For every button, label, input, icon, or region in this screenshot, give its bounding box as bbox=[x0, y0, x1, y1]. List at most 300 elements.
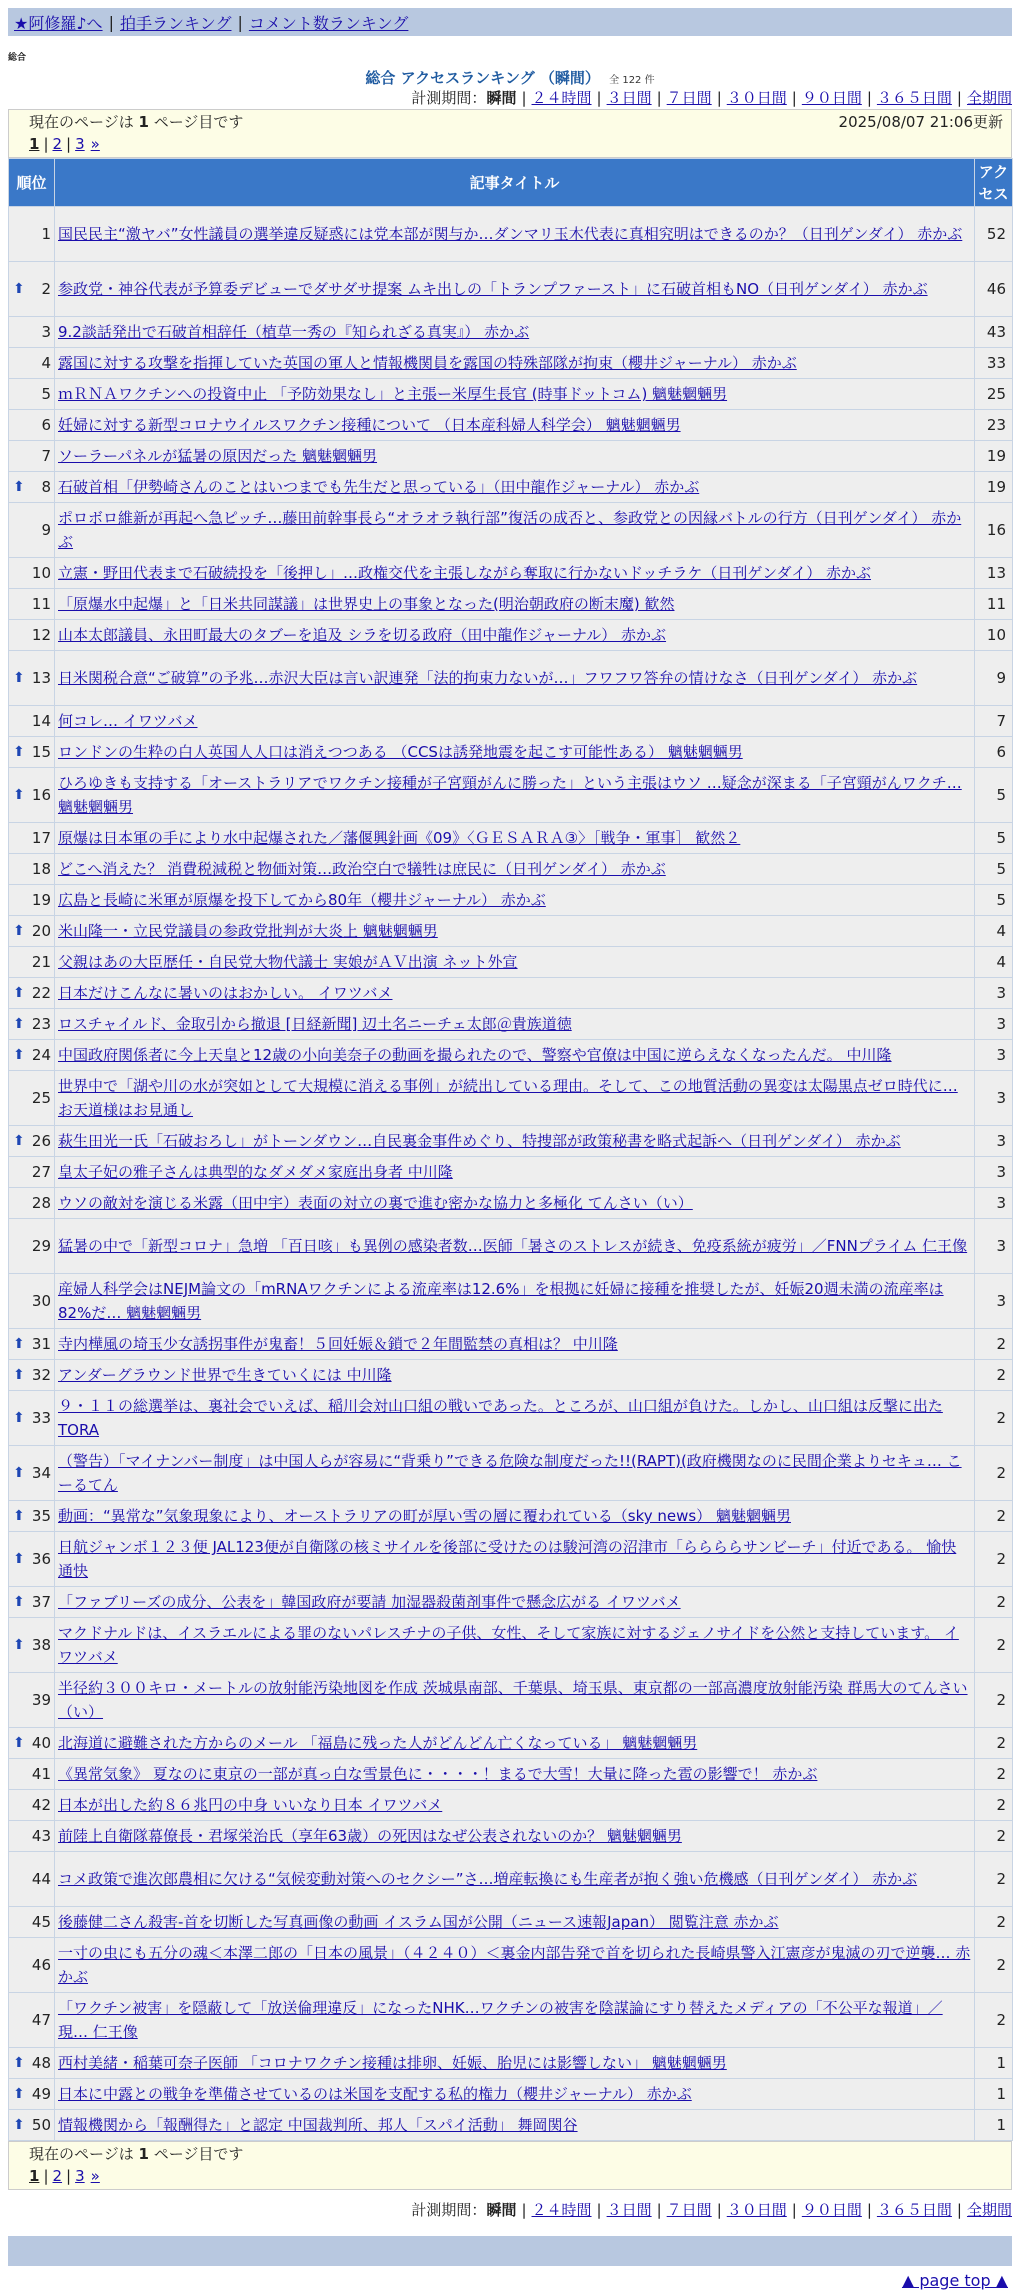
up-arrow-icon: ⬆ bbox=[13, 1508, 25, 1524]
article-link[interactable]: 「ファブリーズの成分、公表を」韓国政府が要請 加湿器殺菌剤事件で懸念広がる イワツバメ bbox=[58, 1593, 681, 1611]
table-row bbox=[9, 916, 1013, 947]
article-link[interactable]: 萩生田光一氏「石破おろし」がトーンダウン…自民裏金事件めぐり、特捜部が政策秘書を略式起訴へ（日刊ゲンダイ） 赤かぶ bbox=[58, 1132, 901, 1150]
up-arrow-icon: ⬆ bbox=[13, 2117, 25, 2133]
article-link[interactable]: 9.2談話発出で石破首相辞任（植草一秀の『知られざる真実』） 赤かぶ bbox=[58, 323, 530, 341]
access-count: 3 bbox=[975, 1157, 1013, 1188]
page-link[interactable]: 2 bbox=[52, 2167, 63, 2185]
period-link[interactable]: ３日間 bbox=[606, 2201, 652, 2219]
table-row bbox=[9, 1188, 1013, 1219]
article-link[interactable]: ひろゆきも支持する「オーストラリアでワクチン接種が子宮頸がんに勝った」という主張はウソ …疑念が深まる「子宮頸がんワクチ… 魑魅魍魎男 bbox=[58, 774, 962, 816]
table-row bbox=[9, 2079, 1013, 2110]
up-arrow-icon: ⬆ bbox=[13, 1410, 25, 1426]
rank-number: 32 bbox=[31, 1366, 51, 1384]
article-link[interactable]: 半径約３００キロ・メートルの放射能汚染地図を作成 茨城県南部、千葉県、埼玉県、東京都の一部高濃度放射能汚染 群馬大のてんさい（い） bbox=[58, 1679, 968, 1721]
access-count: 11 bbox=[975, 589, 1013, 620]
article-link[interactable]: 寺内樺風の埼玉少女誘拐事件が鬼畜！５回妊娠＆鎖で２年間監禁の真相は？ 中川隆 bbox=[58, 1335, 618, 1353]
rank-number: 30 bbox=[31, 1292, 51, 1310]
article-link[interactable]: 西村美緒・稲葉可奈子医師 「コロナワクチン接種は排卵、妊娠、胎児には影響しない」 魑魅魍魎男 bbox=[58, 2054, 727, 2072]
up-arrow-icon: ⬆ bbox=[13, 670, 25, 686]
rank-cell bbox=[9, 885, 55, 916]
article-link[interactable]: 後藤健二さん殺害-首を切断した写真画像の動画 イスラム国が公開（ニュース速報Japan） 閲覧注意 赤かぶ bbox=[58, 1913, 779, 1931]
up-arrow-icon: ⬆ bbox=[13, 1047, 25, 1063]
title-cell bbox=[55, 472, 975, 503]
title-cell bbox=[55, 620, 975, 651]
title-cell bbox=[55, 1329, 975, 1360]
article-link[interactable]: 中国政府関係者に今上天皇と12歳の小向美奈子の動画を撮られたので、警察や官僚は中国に逆らえなくなったんだ。 中川隆 bbox=[58, 1046, 892, 1064]
article-link[interactable]: 北海道に避難された方からのメール 「福島に残った人がどんどん亡くなっている」 魑魅魍魎男 bbox=[58, 1734, 698, 1752]
table-row bbox=[9, 1446, 1013, 1501]
article-link[interactable]: 猛暑の中で「新型コロナ」急増 「百日咳」も異例の感染者数…医師「暑さのストレスが続き、免疫系統が疲労」／FNNプライム 仁王像 bbox=[58, 1237, 968, 1255]
page-link-current[interactable]: 1 bbox=[29, 2167, 40, 2185]
rank-number: 43 bbox=[31, 1827, 51, 1845]
access-count: 19 bbox=[975, 472, 1013, 503]
period-link[interactable]: ３０日間 bbox=[726, 2201, 787, 2219]
up-arrow-icon: ⬆ bbox=[13, 1637, 25, 1653]
period-link[interactable]: ３６５日間 bbox=[876, 89, 952, 107]
access-count: 43 bbox=[975, 317, 1013, 348]
table-row bbox=[9, 262, 1013, 317]
table-row bbox=[9, 1009, 1013, 1040]
period-link[interactable]: ３６５日間 bbox=[876, 2201, 952, 2219]
rank-cell bbox=[9, 379, 55, 410]
period-link[interactable]: ９０日間 bbox=[801, 2201, 862, 2219]
title-cell bbox=[55, 1157, 975, 1188]
access-count: 2 bbox=[975, 1821, 1013, 1852]
title-header: 記事タイトル bbox=[55, 159, 975, 207]
table-row bbox=[9, 1040, 1013, 1071]
article-link[interactable]: 妊婦に対する新型コロナウイルスワクチン接種について （日本産科婦人科学会） 魑魅魍魎男 bbox=[58, 416, 681, 434]
rank-cell bbox=[9, 1852, 55, 1907]
table-row bbox=[9, 589, 1013, 620]
rank-number: 11 bbox=[31, 595, 51, 613]
access-count: 10 bbox=[975, 620, 1013, 651]
table-row bbox=[9, 1219, 1013, 1274]
access-count: 19 bbox=[975, 441, 1013, 472]
rank-cell bbox=[9, 1728, 55, 1759]
rank-number: 29 bbox=[31, 1237, 51, 1255]
title-cell bbox=[55, 1360, 975, 1391]
page-link[interactable]: 3 bbox=[75, 135, 85, 153]
title-cell bbox=[55, 1938, 975, 1993]
table-row bbox=[9, 651, 1013, 706]
table-row bbox=[9, 1852, 1013, 1907]
article-link[interactable]: 日本だけこんなに暑いのはおかしい。 イワツバメ bbox=[58, 984, 393, 1002]
article-link[interactable]: 世界中で「湖や川の水が突如として大規模に消える事例」が続出している理由。そして、この地質活動の異変は太陽黒点ゼロ時代に… お天道様はお見通し bbox=[58, 1077, 958, 1119]
article-link[interactable]: ９・１１の総選挙は、裏社会でいえば、稲川会対山口組の戦いであった。ところが、山口組が負けた。しかし、山口組は反撃に出た TORA bbox=[58, 1397, 943, 1439]
rank-number: 6 bbox=[41, 416, 51, 434]
table-row bbox=[9, 410, 1013, 441]
article-link[interactable]: ウソの敵対を演じる米露（田中宇）表面の対立の裏で進む密かな協力と多極化 てんさい（い） bbox=[58, 1194, 693, 1212]
table-row bbox=[9, 348, 1013, 379]
access-count: 1 bbox=[975, 2110, 1013, 2141]
rank-cell bbox=[9, 1821, 55, 1852]
title-cell bbox=[55, 1126, 975, 1157]
article-link[interactable]: 米山隆一・立民党議員の参政党批判が大炎上 魑魅魍魎男 bbox=[58, 922, 438, 940]
rank-number: 34 bbox=[31, 1464, 51, 1482]
rank-number: 37 bbox=[31, 1593, 51, 1611]
page-link-current[interactable]: 1 bbox=[29, 135, 40, 153]
title-cell bbox=[55, 1821, 975, 1852]
period-link[interactable]: ９０日間 bbox=[801, 89, 862, 107]
access-count: 3 bbox=[975, 978, 1013, 1009]
article-link[interactable]: 原爆は日本軍の手により水中起爆された／藩偃興針画《09》〈ＧＥＳＡＲＡ③〉［戦争・軍事］ 歓然２ bbox=[58, 829, 741, 847]
rank-number: 24 bbox=[31, 1046, 51, 1064]
article-link[interactable]: 立憲・野田代表まで石破続投を「後押し」…政権交代を主張しながら奪取に行かないドッチラケ（日刊ゲンダイ） 赤かぶ bbox=[58, 564, 871, 582]
title-cell bbox=[55, 348, 975, 379]
comment-ranking-link[interactable]: コメント数ランキング bbox=[248, 13, 409, 33]
rank-cell bbox=[9, 2079, 55, 2110]
title-cell bbox=[55, 978, 975, 1009]
article-link[interactable]: 「原爆水中起爆」と「日米共同謀議」は世界史上の事象となった(明治朝政府の断末魔) 歓然 bbox=[58, 595, 675, 613]
rank-cell bbox=[9, 1587, 55, 1618]
article-link[interactable]: 国民民主“激ヤバ”女性議員の選挙違反疑惑には党本部が関与か…ダンマリ玉木代表に真相究明はできるのか？（日刊ゲンダイ） 赤かぶ bbox=[58, 225, 963, 243]
page-link[interactable]: 2 bbox=[52, 135, 63, 153]
access-count: 46 bbox=[975, 262, 1013, 317]
table-row bbox=[9, 947, 1013, 978]
article-link[interactable]: 皇太子妃の雅子さんは典型的なダメダメ家庭出身者 中川隆 bbox=[58, 1163, 453, 1181]
period-current: 瞬間 bbox=[486, 2201, 517, 2219]
access-count: 5 bbox=[975, 854, 1013, 885]
rank-cell bbox=[9, 472, 55, 503]
next-page-link[interactable]: » bbox=[90, 2167, 100, 2185]
pager-bottom bbox=[8, 2141, 1012, 2190]
updated-timestamp: 2025/08/07 21:06更新 bbox=[838, 113, 1003, 131]
rank-cell bbox=[9, 441, 55, 472]
article-link[interactable]: アンダーグラウンド世界で生きていくには 中川隆 bbox=[58, 1366, 392, 1384]
period-separator: | bbox=[596, 2201, 602, 2219]
page-top-link[interactable]: ▲ page top ▲ bbox=[901, 2271, 1008, 2290]
article-link[interactable]: 参政党・神谷代表が予算委デビューでダサダサ提案 ムキ出しの「トランプファースト」に石破首相もNO（日刊ゲンダイ） 赤かぶ bbox=[58, 280, 928, 298]
access-count: 7 bbox=[975, 706, 1013, 737]
period-separator: | bbox=[866, 2201, 872, 2219]
title-cell bbox=[55, 1852, 975, 1907]
table-row bbox=[9, 978, 1013, 1009]
access-count: 2 bbox=[975, 1329, 1013, 1360]
rank-number: 13 bbox=[31, 669, 51, 687]
table-row bbox=[9, 823, 1013, 854]
up-arrow-icon: ⬆ bbox=[13, 1016, 25, 1032]
access-count: 52 bbox=[975, 207, 1013, 262]
period-link[interactable]: ３０日間 bbox=[726, 89, 787, 107]
title-cell bbox=[55, 1673, 975, 1728]
rank-number: 4 bbox=[41, 354, 51, 372]
table-row bbox=[9, 854, 1013, 885]
rank-cell bbox=[9, 1759, 55, 1790]
access-count: 5 bbox=[975, 885, 1013, 916]
title-cell bbox=[55, 768, 975, 823]
article-link[interactable]: ロンドンの生粋の白人英国人人口は消えつつある （CCSは誘発地震を起こす可能性ある） 魑魅魍魎男 bbox=[58, 743, 743, 761]
bottom-bar bbox=[8, 2236, 1012, 2266]
access-count: 3 bbox=[975, 1274, 1013, 1329]
rank-number: 14 bbox=[31, 712, 51, 730]
article-link[interactable]: 山本太郎議員、永田町最大のタブーを追及 シラを切る政府（田中龍作ジャーナル） 赤かぶ bbox=[58, 626, 667, 644]
article-link[interactable]: ポロボロ維新が再起へ急ピッチ…藤田前幹事長ら“オラオラ執行部”復活の成否と、参政党との因縁バトルの行方（日刊ゲンダイ） 赤かぶ bbox=[58, 509, 962, 551]
article-link[interactable]: 日米関税合意“ご破算”の予兆…赤沢大臣は言い訳連発「法的拘束力ないが…」フワフワ答弁の情けなさ（日刊ゲンダイ） 赤かぶ bbox=[58, 669, 918, 687]
rank-number: 27 bbox=[31, 1163, 51, 1181]
table-row bbox=[9, 1993, 1013, 2048]
title-cell bbox=[55, 823, 975, 854]
rank-cell bbox=[9, 1446, 55, 1501]
nav-separator: | bbox=[237, 12, 243, 32]
title-cell bbox=[55, 1009, 975, 1040]
article-link[interactable]: どこへ消えた？ 消費税減税と物価対策…政治空白で犠牲は庶民に（日刊ゲンダイ） 赤かぶ bbox=[58, 860, 666, 878]
rank-cell bbox=[9, 1360, 55, 1391]
rank-number: 18 bbox=[31, 860, 51, 878]
rank-cell bbox=[9, 854, 55, 885]
ranking-title: 総合 アクセスランキング （瞬間） bbox=[365, 69, 600, 87]
rank-number: 2 bbox=[41, 280, 51, 298]
rank-number: 44 bbox=[31, 1870, 51, 1888]
table-row bbox=[9, 441, 1013, 472]
table-row bbox=[9, 768, 1013, 823]
rank-number: 16 bbox=[31, 786, 51, 804]
title-cell bbox=[55, 916, 975, 947]
access-count: 2 bbox=[975, 1391, 1013, 1446]
period-separator: | bbox=[521, 2201, 527, 2219]
access-count: 6 bbox=[975, 737, 1013, 768]
title-cell bbox=[55, 1618, 975, 1673]
table-row bbox=[9, 737, 1013, 768]
access-count: 2 bbox=[975, 1618, 1013, 1673]
article-link[interactable]: 情報機関から「報酬得た」と認定 中国裁判所、邦人「スパイ活動」 舞岡関谷 bbox=[58, 2116, 578, 2134]
rank-cell bbox=[9, 978, 55, 1009]
article-link[interactable]: ｍＲＮＡワクチンへの投資中止 「予防効果なし」と主張ー米厚生長官 (時事ドットコム) 魑魅魍魎男 bbox=[58, 385, 728, 403]
access-count: 3 bbox=[975, 1009, 1013, 1040]
table-row bbox=[9, 379, 1013, 410]
period-separator: | bbox=[656, 2201, 662, 2219]
period-separator: | bbox=[956, 2201, 962, 2219]
article-link[interactable]: 動画：“異常な”気象現象により、オーストラリアの町が厚い雪の層に覆われている（sky news） 魑魅魍魎男 bbox=[58, 1507, 791, 1525]
rank-cell bbox=[9, 651, 55, 706]
access-count: 1 bbox=[975, 2079, 1013, 2110]
table-row bbox=[9, 1907, 1013, 1938]
title-cell bbox=[55, 1188, 975, 1219]
period-link[interactable]: 全期間 bbox=[966, 89, 1012, 107]
rank-cell bbox=[9, 410, 55, 441]
rank-cell bbox=[9, 768, 55, 823]
table-row bbox=[9, 558, 1013, 589]
title-cell bbox=[55, 1391, 975, 1446]
period-link[interactable]: ２４時間 bbox=[531, 2201, 592, 2219]
pager-top bbox=[8, 109, 1012, 158]
rank-cell bbox=[9, 2110, 55, 2141]
access-count: 2 bbox=[975, 1790, 1013, 1821]
access-count: 2 bbox=[975, 1446, 1013, 1501]
rank-number: 50 bbox=[31, 2116, 51, 2134]
period-link[interactable]: ３日間 bbox=[606, 89, 652, 107]
access-count: 2 bbox=[975, 1938, 1013, 1993]
title-cell bbox=[55, 1993, 975, 2048]
access-count: 3 bbox=[975, 1126, 1013, 1157]
rank-number: 46 bbox=[31, 1956, 51, 1974]
rank-header: 順位 bbox=[9, 159, 55, 207]
period-link[interactable]: ２４時間 bbox=[531, 89, 592, 107]
page-separator: | bbox=[43, 2167, 49, 2185]
up-arrow-icon: ⬆ bbox=[13, 479, 25, 495]
rank-cell bbox=[9, 1673, 55, 1728]
period-separator: | bbox=[656, 89, 662, 107]
up-arrow-icon: ⬆ bbox=[13, 985, 25, 1001]
access-count: 5 bbox=[975, 768, 1013, 823]
table-row bbox=[9, 706, 1013, 737]
title-cell bbox=[55, 947, 975, 978]
rank-number: 25 bbox=[31, 1089, 51, 1107]
up-arrow-icon: ⬆ bbox=[13, 1133, 25, 1149]
article-link[interactable]: コメ政策で進次郎農相に欠ける“気候変動対策へのセクシー”さ…増産転換にも生産者が抱く強い危機感（日刊ゲンダイ） 赤かぶ bbox=[58, 1870, 918, 1888]
rank-cell bbox=[9, 823, 55, 854]
table-row bbox=[9, 1587, 1013, 1618]
title-cell bbox=[55, 2048, 975, 2079]
next-page-link[interactable]: » bbox=[90, 135, 100, 153]
article-link[interactable]: 露国に対する攻撃を指揮していた英国の軍人と情報機関員を露国の特殊部隊が拘束（櫻井ジャーナル） 赤かぶ bbox=[58, 354, 797, 372]
applause-ranking-link[interactable]: 拍手ランキング bbox=[119, 13, 232, 33]
rank-cell bbox=[9, 558, 55, 589]
title-cell bbox=[55, 706, 975, 737]
rank-number: 49 bbox=[31, 2085, 51, 2103]
rank-number: 12 bbox=[31, 626, 51, 644]
page-links bbox=[29, 2165, 1003, 2187]
rank-number: 41 bbox=[31, 1765, 51, 1783]
table-row bbox=[9, 207, 1013, 262]
title-cell bbox=[55, 737, 975, 768]
article-link[interactable]: 父親はあの大臣歴任・自民党大物代議士 実娘がＡＶ出演 ネット外宣 bbox=[58, 953, 518, 971]
home-link[interactable]: ★阿修羅♪へ bbox=[14, 13, 103, 33]
rank-cell bbox=[9, 1618, 55, 1673]
rank-number: 38 bbox=[31, 1636, 51, 1654]
access-count: 2 bbox=[975, 1501, 1013, 1532]
article-link[interactable]: 日航ジャンボ１２３便 JAL123便が自衛隊の核ミサイルを後部に受けたのは駿河湾の沼津市「ららららサンビーチ」付近である。 愉快通快 bbox=[58, 1538, 957, 1580]
article-link[interactable]: 何コレ… イワツバメ bbox=[58, 712, 198, 730]
title-cell bbox=[55, 262, 975, 317]
ranking-rows bbox=[9, 207, 1013, 2141]
rank-number: 1 bbox=[41, 225, 51, 243]
up-arrow-icon: ⬆ bbox=[13, 1465, 25, 1481]
title-cell bbox=[55, 1040, 975, 1071]
rank-cell bbox=[9, 1993, 55, 2048]
article-link[interactable]: ロスチャイルド、金取引から撤退 [日経新聞] 辺土名ニーチェ太郎＠貴族道徳 bbox=[58, 1015, 572, 1033]
rank-cell bbox=[9, 1040, 55, 1071]
title-cell bbox=[55, 1274, 975, 1329]
period-separator: | bbox=[716, 89, 722, 107]
table-row bbox=[9, 1790, 1013, 1821]
table-row bbox=[9, 1360, 1013, 1391]
table-row bbox=[9, 1821, 1013, 1852]
access-count: 25 bbox=[975, 379, 1013, 410]
rank-cell bbox=[9, 916, 55, 947]
current-page-text: 現在のページは 1 ページ目です bbox=[29, 113, 244, 131]
title-cell bbox=[55, 1219, 975, 1274]
period-link[interactable]: ７日間 bbox=[666, 2201, 712, 2219]
table-row bbox=[9, 1759, 1013, 1790]
article-link[interactable]: 一寸の虫にも五分の魂＜本澤二郎の「日本の風景」（４２４０）＜裏金内部告発で首を切られた長崎県警入江憲彦が鬼滅の刃で逆襲… 赤かぶ bbox=[58, 1944, 971, 1986]
article-link[interactable]: 産婦人科学会はNEJM論文の「mRNAワクチンによる流産率は12.6%」を根拠に妊婦に接種を推奨したが、妊娠20週未満の流産率は82%だ… 魑魅魍魎男 bbox=[58, 1280, 944, 1322]
period-selector-top bbox=[0, 87, 1012, 109]
current-page-text: 現在のページは 1 ページ目です bbox=[29, 2145, 244, 2163]
rank-number: 21 bbox=[31, 953, 51, 971]
table-row bbox=[9, 1071, 1013, 1126]
article-link[interactable]: マクドナルドは、イスラエルによる罪のないパレスチナの子供、女性、そして家族に対するジェノサイドを公然と支持しています。 イワツバメ bbox=[58, 1624, 959, 1666]
total-count: 全 122 件 bbox=[609, 75, 655, 86]
access-count: 2 bbox=[975, 1993, 1013, 2048]
title-cell bbox=[55, 854, 975, 885]
article-link[interactable]: （警告）「マイナンバー制度」は中国人らが容易に“背乗り”できる危険な制度だった!!(RAPT)(政府機関なのに民間企業よりセキュ… こーるてん bbox=[58, 1452, 962, 1494]
page-links bbox=[29, 133, 1003, 155]
article-link[interactable]: 石破首相「伊勢崎さんのことはいつまでも先生だと思っている」（田中龍作ジャーナル） 赤かぶ bbox=[58, 478, 700, 496]
article-link[interactable]: 日本に中露との戦争を準備させているのは米国を支配する私的権力（櫻井ジャーナル） 赤かぶ bbox=[58, 2085, 692, 2103]
period-selector-bottom bbox=[0, 2198, 1012, 2222]
rank-cell bbox=[9, 1071, 55, 1126]
table-row bbox=[9, 2048, 1013, 2079]
access-count: 4 bbox=[975, 916, 1013, 947]
table-row bbox=[9, 1501, 1013, 1532]
ranking-table bbox=[8, 158, 1013, 2141]
table-row bbox=[9, 1938, 1013, 1993]
table-row bbox=[9, 1618, 1013, 1673]
rank-cell bbox=[9, 1329, 55, 1360]
rank-number: 39 bbox=[31, 1691, 51, 1709]
up-arrow-icon: ⬆ bbox=[13, 1594, 25, 1610]
nav-separator: | bbox=[108, 12, 114, 32]
title-cell bbox=[55, 558, 975, 589]
article-link[interactable]: 「ワクチン被害」を隠蔽して「放送倫理違反」になったNHK…ワクチンの被害を陰謀論にすり替えたメディアの「不公平な報道」／現… 仁王像 bbox=[58, 1999, 943, 2041]
rank-number: 19 bbox=[31, 891, 51, 909]
article-link[interactable]: 《異常気象》 夏なのに東京の一部が真っ白な雪景色に・・・・！まるで大雪！大量に降った雹の影響で！ 赤かぶ bbox=[58, 1765, 818, 1783]
table-row bbox=[9, 1391, 1013, 1446]
rank-cell bbox=[9, 1126, 55, 1157]
article-link[interactable]: 日本が出した約８６兆円の中身 いいなり日本 イワツバメ bbox=[58, 1796, 443, 1814]
access-count: 4 bbox=[975, 947, 1013, 978]
page-separator: | bbox=[66, 2167, 72, 2185]
article-link[interactable]: ソーラーパネルが猛暑の原因だった 魑魅魍魎男 bbox=[58, 447, 378, 465]
period-link[interactable]: 全期間 bbox=[966, 2201, 1012, 2219]
access-count: 23 bbox=[975, 410, 1013, 441]
access-count: 2 bbox=[975, 1532, 1013, 1587]
rank-cell bbox=[9, 317, 55, 348]
rank-cell bbox=[9, 947, 55, 978]
access-count: 2 bbox=[975, 1673, 1013, 1728]
period-separator: | bbox=[521, 89, 527, 107]
rank-number: 17 bbox=[31, 829, 51, 847]
article-link[interactable]: 前陸上自衛隊幕僚長・君塚栄治氏（享年63歳）の死因はなぜ公表されないのか？ 魑魅魍魎男 bbox=[58, 1827, 682, 1845]
access-count: 5 bbox=[975, 823, 1013, 854]
access-count: 3 bbox=[975, 1219, 1013, 1274]
title-cell bbox=[55, 503, 975, 558]
rank-number: 3 bbox=[41, 323, 51, 341]
page-separator: | bbox=[66, 135, 72, 153]
title-cell bbox=[55, 1907, 975, 1938]
title-cell bbox=[55, 1728, 975, 1759]
rank-number: 35 bbox=[31, 1507, 51, 1525]
article-link[interactable]: 広島と長崎に米軍が原爆を投下してから80年（櫻井ジャーナル） 赤かぶ bbox=[58, 891, 546, 909]
genre-label: 総合 bbox=[8, 53, 27, 63]
table-row bbox=[9, 503, 1013, 558]
table-row bbox=[9, 1274, 1013, 1329]
rank-number: 10 bbox=[31, 564, 51, 582]
title-cell bbox=[55, 1759, 975, 1790]
rank-cell bbox=[9, 2048, 55, 2079]
rank-cell bbox=[9, 1501, 55, 1532]
rank-number: 40 bbox=[31, 1734, 51, 1752]
period-link[interactable]: ７日間 bbox=[666, 89, 712, 107]
page-link[interactable]: 3 bbox=[75, 2167, 85, 2185]
page-title bbox=[0, 67, 1020, 87]
rank-number: 8 bbox=[41, 478, 51, 496]
title-cell bbox=[55, 317, 975, 348]
access-count: 3 bbox=[975, 1188, 1013, 1219]
title-cell bbox=[55, 441, 975, 472]
rank-cell bbox=[9, 207, 55, 262]
up-arrow-icon: ⬆ bbox=[13, 2055, 25, 2071]
